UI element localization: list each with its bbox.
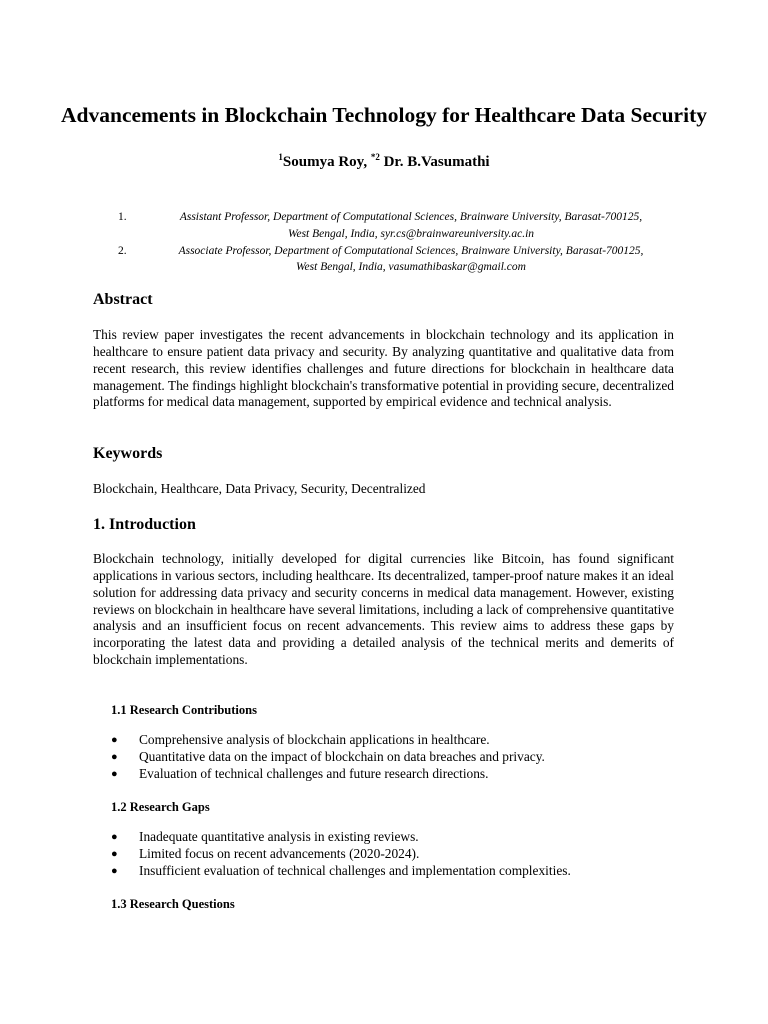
affiliation-number-spacer (118, 226, 144, 243)
research-questions-heading: 1.3 Research Questions (111, 897, 235, 911)
affiliation-line: Assistant Professor, Department of Computational Sciences, Brainware University, Barasat-700125, (179, 211, 643, 223)
affiliation-line: West Bengal, India, syr.cs@brainwareuniversity.ac.in (287, 227, 535, 240)
list-item (93, 829, 683, 846)
bullet-icon: ● (111, 847, 118, 860)
bullet-icon: ● (111, 750, 118, 763)
affiliation-number-spacer (118, 259, 144, 276)
list-item (93, 846, 683, 863)
research-gaps-heading: 1.2 Research Gaps (111, 800, 210, 814)
list-item (93, 766, 683, 783)
author-line (0, 152, 768, 172)
introduction-text: Blockchain technology, initially developed for digital currencies like Bitcoin, has found significant applications in various sectors, including healthcare. Its decentralized, tamper-proof nature makes it an ideal solution for addressing data privacy and security concerns in medical data management. However, existing reviews on blockchain in healthcare have several limitations, including a lack of comprehensive quantitative analysis and an insufficient focus on recent advancements. This review aims to address these gaps by incorporating the latest data and providing a detailed analysis of the technical merits and demerits of blockchain implementations. (93, 551, 674, 668)
research-contributions-list (93, 732, 683, 783)
author1-affiliation-mark: 1 (278, 152, 283, 162)
abstract-heading: Abstract (93, 291, 153, 308)
introduction-heading: 1. Introduction (93, 516, 196, 533)
list-item-text: Insufficient evaluation of technical challenges and implementation complexities. (139, 862, 571, 878)
list-item-text: Inadequate quantitative analysis in existing reviews. (139, 829, 419, 844)
list-item-text: Quantitative data on the impact of blockchain on data breaches and privacy. (139, 748, 545, 764)
affiliation-item (118, 243, 678, 260)
bullet-icon: ● (111, 734, 118, 746)
research-gaps-list (93, 829, 683, 880)
bullet-icon: ● (111, 831, 118, 843)
bullet-icon: ● (111, 767, 118, 780)
affiliation-item-continued (118, 226, 678, 243)
affiliation-list (118, 209, 678, 276)
list-item-text: Comprehensive analysis of blockchain applications in healthcare. (139, 732, 490, 747)
keywords-heading: Keywords (93, 445, 163, 462)
list-item (93, 732, 683, 749)
bullet-icon: ● (111, 864, 118, 877)
paper-title: Advancements in Blockchain Technology for Healthcare Data Security (61, 103, 707, 128)
list-item (93, 749, 683, 766)
author2-name: Dr. B.Vasumathi (379, 154, 490, 170)
list-item (93, 863, 683, 880)
affiliation-line: Associate Professor, Department of Computational Sciences, Brainware University, Barasat-700125, (178, 244, 644, 257)
author1-name: Soumya Roy, (282, 154, 371, 170)
affiliation-number: 1. (118, 211, 127, 223)
abstract-text: This review paper investigates the recent advancements in blockchain technology and its application in healthcare to ensure patient data privacy and security. By analyzing quantitative and qualitative data from recent research, this review identifies challenges and future directions for blockchain in healthcare data management. The findings highlight blockchain's transformative potential in providing secure, decentralized platforms for medical data management, supported by empirical evidence and technical analysis. (93, 327, 674, 410)
research-contributions-heading: 1.1 Research Contributions (111, 703, 257, 717)
affiliation-item-continued (118, 259, 678, 276)
author2-affiliation-mark: *2 (370, 152, 380, 162)
affiliation-line: West Bengal, India, vasumathibaskar@gmail.com (296, 261, 526, 274)
list-item-text: Evaluation of technical challenges and future research directions. (139, 765, 489, 781)
affiliation-item (118, 209, 678, 226)
keywords-text: Blockchain, Healthcare, Data Privacy, Security, Decentralized (93, 481, 426, 496)
affiliation-number: 2. (118, 244, 127, 257)
list-item-text: Limited focus on recent advancements (2020-2024). (139, 845, 420, 861)
